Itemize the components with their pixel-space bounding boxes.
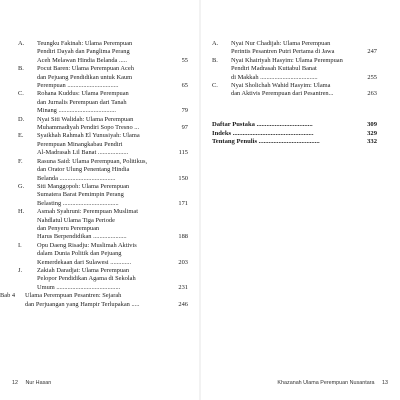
toc-entry [18, 267, 188, 292]
toc-entry-label: C. [18, 90, 24, 98]
toc-entry [18, 208, 188, 242]
toc-entry-label: J. [18, 266, 23, 274]
toc-entry-line: Ulama Perempuan Pesantren: Sejarah [25, 292, 122, 300]
toc-back-matter-title: Tentang Penulis ..................................... [212, 138, 320, 146]
toc-entry-line: Rohana Kuddus: Ulama Perempuan [37, 90, 129, 98]
toc-entry [18, 40, 188, 65]
toc-entry [18, 132, 188, 157]
toc-entry-page: 79 [181, 107, 188, 115]
toc-entry-label: B. [18, 65, 24, 73]
toc-entry-label: Bab 4 [0, 292, 16, 300]
toc-entry-line: Pocut Baren: Ulama Perempuan Aceh [37, 65, 134, 73]
toc-entry-page: 246 [178, 300, 188, 308]
toc-entry-line: Kemerdekaan dari Sulawesi ............. 203 [37, 258, 188, 266]
toc-back-matter-title: Indeks ................................................. [212, 129, 314, 137]
toc-entry-label: D. [18, 115, 25, 123]
toc-entry-label: E. [18, 132, 24, 140]
toc-entry-label: A. [18, 40, 25, 47]
toc-entry-page: 55 [181, 56, 188, 64]
toc-entry [212, 82, 377, 99]
toc-entry-title [25, 292, 188, 309]
toc-entry-line: Nyai Siti Walidah: Ulama Perempuan [37, 115, 134, 123]
page-number-left: 12 [12, 380, 18, 386]
toc-entry-page: 231 [178, 283, 188, 291]
toc-entry-line: Zakiah Daradjat: Ulama Perempuan [37, 266, 130, 274]
toc-entry-title [37, 65, 188, 90]
toc-back-matter-row [212, 121, 377, 130]
toc-entry-line: Umum ........................................ 231 [37, 283, 188, 291]
toc-entry-line: Harus Berpendidikan ..................... 188 [37, 233, 188, 241]
toc-entry-page: 115 [178, 149, 188, 157]
toc-entry-line: Teungku Fakinah: Ulama Perempuan [37, 40, 133, 47]
toc-entry-title [37, 242, 188, 267]
toc-entry-label: C. [212, 82, 218, 90]
toc-entry-line: dan Pejuang Pendidikan untuk Kaum [37, 73, 133, 81]
toc-entry-page: 203 [178, 258, 188, 266]
toc-entry-page: 255 [367, 73, 377, 81]
toc-entry-line: Rasuna Said: Ulama Perempuan, Politikus, [37, 157, 148, 165]
toc-entry-line: dan Perjuangan yang Hampir Terlupakan ..... 246 [25, 300, 188, 308]
toc-entry [18, 65, 188, 90]
toc-entry-page: 263 [367, 90, 377, 98]
toc-entry-page: 247 [367, 48, 377, 56]
toc-entry-line: Perintis Pesantren Putri Pertama di Jawa 247 [231, 48, 377, 56]
toc-entry-line: dalam Dunia Politik dan Pejuang [37, 250, 122, 258]
toc-entry-page: 150 [178, 174, 188, 182]
toc-back-matter-page: 309 [367, 121, 377, 128]
toc-entry [18, 183, 188, 208]
toc-entry-label: G. [18, 182, 25, 190]
toc-entry [212, 40, 377, 57]
toc-entry-page: 188 [178, 233, 188, 241]
toc-chapter-entry [0, 292, 188, 309]
toc-entry-line: Syaikhah Rahmah El Yunusiyah: Ulama [37, 132, 140, 140]
toc-entry-line: dan Penyeru Perempuan [37, 224, 100, 232]
toc-entry-title [37, 158, 188, 183]
toc-back-matter-page: 332 [367, 138, 377, 146]
toc-entry-line: Nahdlatul Ulama Tiga Periode [37, 216, 115, 224]
toc-entry-title [37, 116, 188, 133]
toc-entry [18, 158, 188, 183]
toc-entry-label: H. [18, 208, 25, 216]
toc-entry-line: Pendiri Dayah dan Panglima Perang [37, 48, 130, 56]
toc-entry-title [37, 208, 188, 242]
toc-back-matter-title: Daftar Pustaka .................................. [212, 121, 313, 128]
toc-entry-line: Sumatera Barat Pemimpin Perang [37, 191, 124, 199]
toc-entry-title [231, 82, 377, 99]
toc-entry-label: A. [212, 40, 219, 47]
toc-entry-title [231, 57, 377, 82]
toc-entry-line: Muhammadiyah Pendiri Sopo Tresno ... 97 [37, 124, 188, 132]
toc-list-left [0, 40, 188, 309]
toc-entry-line: Nyai Khairiyah Hasyim: Ulama Perempuan [231, 56, 343, 64]
toc-entry-title [37, 90, 188, 115]
toc-list-right [212, 40, 377, 99]
toc-entry-line: dan Jurnalis Perempuan dari Tanah [37, 98, 127, 106]
toc-entry-line: dan Orator Ulung Penentang Hindia [37, 166, 130, 174]
toc-entry-line: Belanda ................................... 150 [37, 174, 188, 182]
toc-entry-title [37, 40, 188, 65]
toc-entry-line: Opu Daeng Risadju: Muslimah Aktivis [37, 241, 137, 249]
toc-entry-page: 97 [181, 124, 188, 132]
toc-entry-line: Siti Manggopoh: Ulama Perempuan [37, 182, 130, 190]
toc-entry-label: B. [212, 56, 218, 64]
toc-entry-line: Minang .................................... 79 [37, 107, 188, 115]
toc-entry [18, 90, 188, 115]
footer-left [12, 380, 51, 386]
toc-entry-line: Belasting ................................... 171 [37, 199, 188, 207]
toc-entry-line: di Makkah .................................... 255 [231, 73, 377, 81]
toc-back-matter [212, 121, 377, 147]
toc-back-matter-page: 329 [367, 129, 377, 137]
toc-entry [18, 242, 188, 267]
toc-entry-line: dan Aktivis Perempuan dari Pesantren... 263 [231, 90, 377, 98]
toc-back-matter-row [212, 138, 377, 147]
toc-entry-line: Pendiri Madrasah Kuttabul Banat [231, 65, 317, 73]
toc-entry [18, 116, 188, 133]
toc-entry-title [37, 267, 188, 292]
running-title-right: Khazanah Ulama Perempuan Nusantara [277, 380, 375, 386]
right-page [200, 0, 400, 400]
toc-entry-line: Aceh Melawan Hindia Belanda ..... 55 [37, 56, 188, 64]
toc-entry-line: Asmah Syahruni: Perempuan Muslimat [37, 208, 138, 216]
toc-entry-title [37, 132, 188, 157]
toc-entry-line: Nyai Nur Chadijah: Ulama Perempuan [231, 40, 331, 47]
toc-back-matter-row [212, 130, 377, 139]
toc-entry [212, 57, 377, 82]
toc-entry-line: Pelopor Pendidikan Agama di Sekolah [37, 275, 136, 283]
toc-entry-line: Perempuan Minangkabau Pendiri [37, 140, 123, 148]
toc-entry-line: Al-Madrasah Lil Banat ................... 115 [37, 149, 188, 157]
running-title-left: Nur Hasan [25, 380, 52, 386]
toc-entry-title [231, 40, 377, 57]
toc-entry-page: 171 [178, 199, 188, 207]
toc-entry-label: F. [18, 157, 23, 165]
toc-entry-line: Nyai Sholichah Wahid Hasyim: Ulama [231, 82, 331, 90]
toc-entry-title [37, 183, 188, 208]
toc-entry-line: Perempuan ................................ 65 [37, 82, 188, 90]
footer-right [277, 380, 388, 386]
toc-entry-label: I. [18, 241, 22, 249]
page-number-right: 13 [382, 380, 388, 386]
toc-entry-page: 65 [181, 82, 188, 90]
